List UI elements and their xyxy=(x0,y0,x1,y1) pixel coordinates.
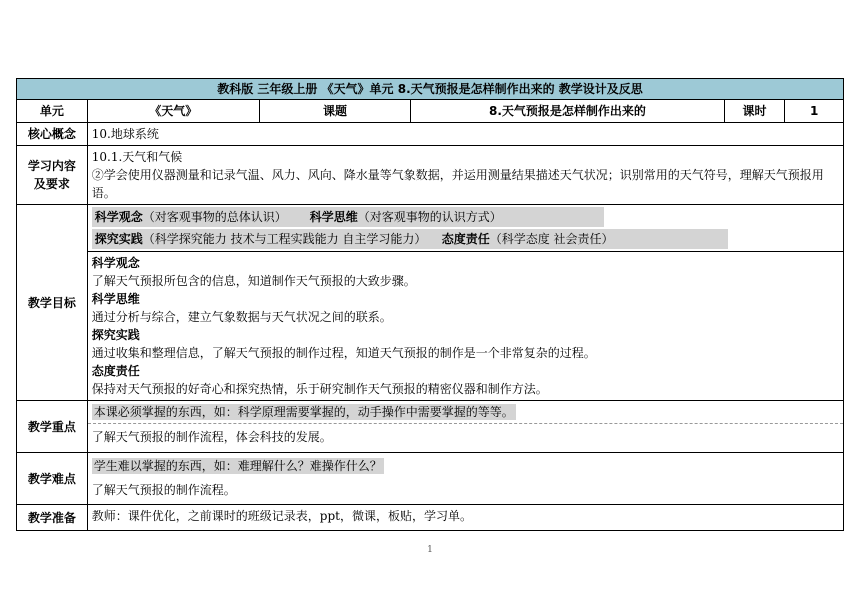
goal-heading-attitude: 态度责任 xyxy=(91,364,140,378)
lesson-value: 8.天气预报是怎样制作出来的 xyxy=(411,100,724,123)
document-title: 教科版 三年级上册 《天气》单元 8.天气预报是怎样制作出来的 教学设计及反思 xyxy=(17,79,844,100)
goals-summary xyxy=(92,207,614,249)
goals-summary-row2 xyxy=(92,229,728,249)
goal-heading-practice: 探究实践 xyxy=(91,328,140,342)
learning-label-line1: 学习内容 xyxy=(27,159,76,173)
goal-tag-concept-desc: （对客观事物的总体认识） xyxy=(142,210,287,224)
goal-tag-attitude: 态度责任 xyxy=(441,232,490,246)
key-points-content xyxy=(87,401,843,453)
goal-text-practice: 通过收集和整理信息，了解天气预报的制作过程，知道天气预报的制作是一个非常复杂的过程。 xyxy=(91,346,596,360)
learning-content xyxy=(87,146,843,205)
goal-text-thinking: 通过分析与综合，建立气象数据与天气状况之间的联系。 xyxy=(91,310,392,324)
difficulties-label: 教学难点 xyxy=(17,453,88,505)
goal-tag-thinking: 科学思维 xyxy=(309,210,358,224)
goal-heading-thinking: 科学思维 xyxy=(91,292,140,306)
goal-tag-practice-desc: （科学探究能力 技术与工程实践能力 自主学习能力） xyxy=(142,232,427,246)
preparation-value: 教师：课件优化，之前课时的班级记录表，ppt，微课，板贴，学习单。 xyxy=(87,505,843,531)
core-concept-label: 核心概念 xyxy=(17,123,88,146)
learning-line1: 10.1.天气和气候 xyxy=(91,150,183,164)
difficulties-hint-row xyxy=(88,457,843,477)
difficulties-value: 了解天气预报的制作流程。 xyxy=(91,483,236,497)
difficulties-content xyxy=(87,453,843,505)
lesson-label: 课题 xyxy=(259,100,411,123)
key-points-hint-row xyxy=(88,403,843,424)
goals-label: 教学目标 xyxy=(17,205,88,401)
goal-heading-concept: 科学观念 xyxy=(91,256,140,270)
key-points-hint: 本课必须掌握的东西，如：科学原理需要掌握的，动手操作中需要掌握的等等。 xyxy=(93,405,514,419)
key-points-label: 教学重点 xyxy=(17,401,88,453)
key-points-value: 了解天气预报的制作流程，体会科技的发展。 xyxy=(91,430,332,444)
goal-tag-attitude-desc: （科学态度 社会责任） xyxy=(489,232,614,246)
learning-label-line2: 及要求 xyxy=(33,177,70,191)
goal-text-attitude: 保持对天气预报的好奇心和探究热情，乐于研究制作天气预报的精密仪器和制作方法。 xyxy=(91,382,548,396)
learning-label xyxy=(17,146,88,205)
period-label: 课时 xyxy=(724,100,785,123)
period-value: 1 xyxy=(785,100,844,123)
goal-tag-thinking-desc: （对客观事物的认识方式） xyxy=(357,210,502,224)
unit-label: 单元 xyxy=(17,100,88,123)
goals-content xyxy=(87,205,843,401)
goals-details xyxy=(88,251,843,398)
unit-value: 《天气》 xyxy=(87,100,259,123)
goal-text-concept: 了解天气预报所包含的信息，知道制作天气预报的大致步骤。 xyxy=(91,274,416,288)
learning-line2: ②学会使用仪器测量和记录气温、风力、风向、降水量等气象数据，并运用测量结果描述天气状况；识别常用的天气符号，理解天气预报用语。 xyxy=(91,168,824,200)
core-concept-value: 10.地球系统 xyxy=(87,123,843,146)
lesson-plan-table xyxy=(16,78,844,531)
preparation-label: 教学准备 xyxy=(17,505,88,531)
goal-tag-practice: 探究实践 xyxy=(94,232,143,246)
difficulties-hint: 学生难以掌握的东西，如：难理解什么？难操作什么？ xyxy=(93,459,382,473)
goals-summary-row1 xyxy=(92,207,604,227)
page-number: 1 xyxy=(427,545,433,555)
goal-tag-concept: 科学观念 xyxy=(94,210,143,224)
